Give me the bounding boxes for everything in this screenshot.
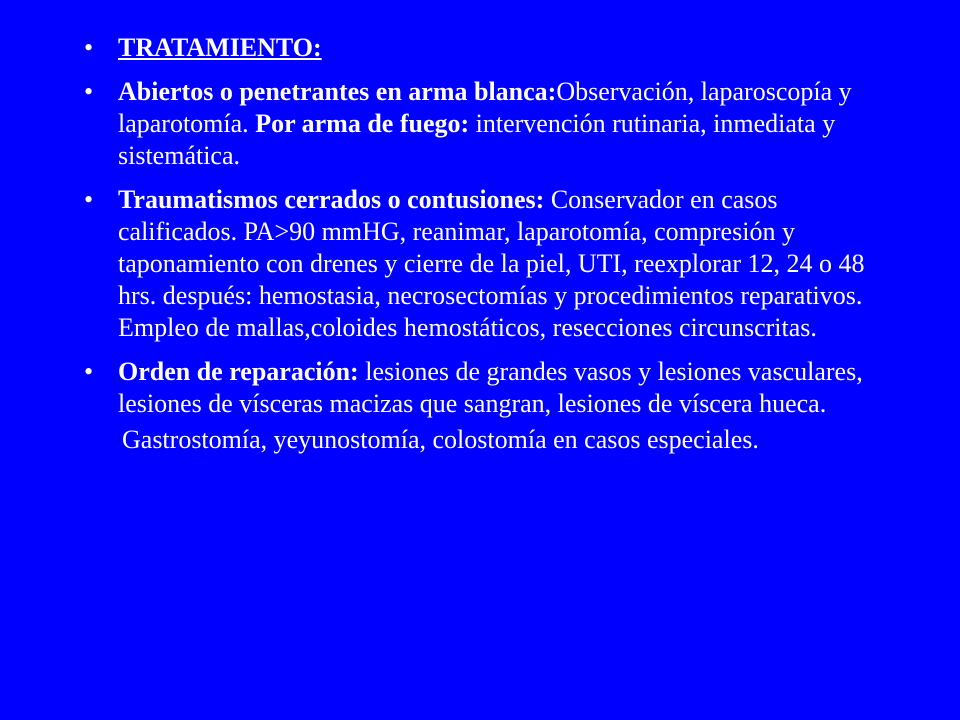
bullet-item-open-wounds	[84, 76, 884, 172]
treatment-heading: TRATAMIENTO:	[118, 33, 322, 62]
repair-order-text: lesiones de grandes vasos y lesiones vasculares, lesiones de vísceras macizas que sangran, lesiones de víscera hueca.	[118, 357, 863, 418]
repair-order-label: Orden de reparación:	[118, 357, 359, 386]
open-wounds-text: Observación, laparoscopía y laparotomía.	[118, 77, 852, 138]
firearm-text: intervención rutinaria, inmediata y sistemática.	[118, 109, 836, 170]
bullet-icon: •	[84, 77, 94, 106]
bullet-item-treatment	[84, 32, 884, 64]
continuation-text: Gastrostomía, yeyunostomía, colostomía en casos especiales.	[122, 425, 759, 454]
bullet-icon: •	[84, 33, 94, 62]
slide-content	[84, 32, 884, 456]
bullet-item-closed-trauma	[84, 184, 884, 344]
closed-trauma-label: Traumatismos cerrados o contusiones:	[118, 185, 545, 214]
bullet-item-repair-order	[84, 356, 884, 420]
bullet-icon: •	[84, 357, 94, 386]
firearm-label: Por arma de fuego:	[255, 109, 470, 138]
open-wounds-label: Abiertos o penetrantes en arma blanca:	[118, 77, 557, 106]
continuation-paragraph	[84, 424, 884, 456]
bullet-icon: •	[84, 185, 94, 214]
closed-trauma-text: Conservador en casos calificados. PA>90 mmHG, reanimar, laparotomía, compresión y taponamiento con drenes y cierre de la piel, UTI, reexplorar 12, 24 o 48 hrs. después: hemostasia, necrosectomías y procedimientos reparativos. Empleo de mallas,coloides hemostáticos, resecciones circunscritas.	[118, 185, 865, 342]
